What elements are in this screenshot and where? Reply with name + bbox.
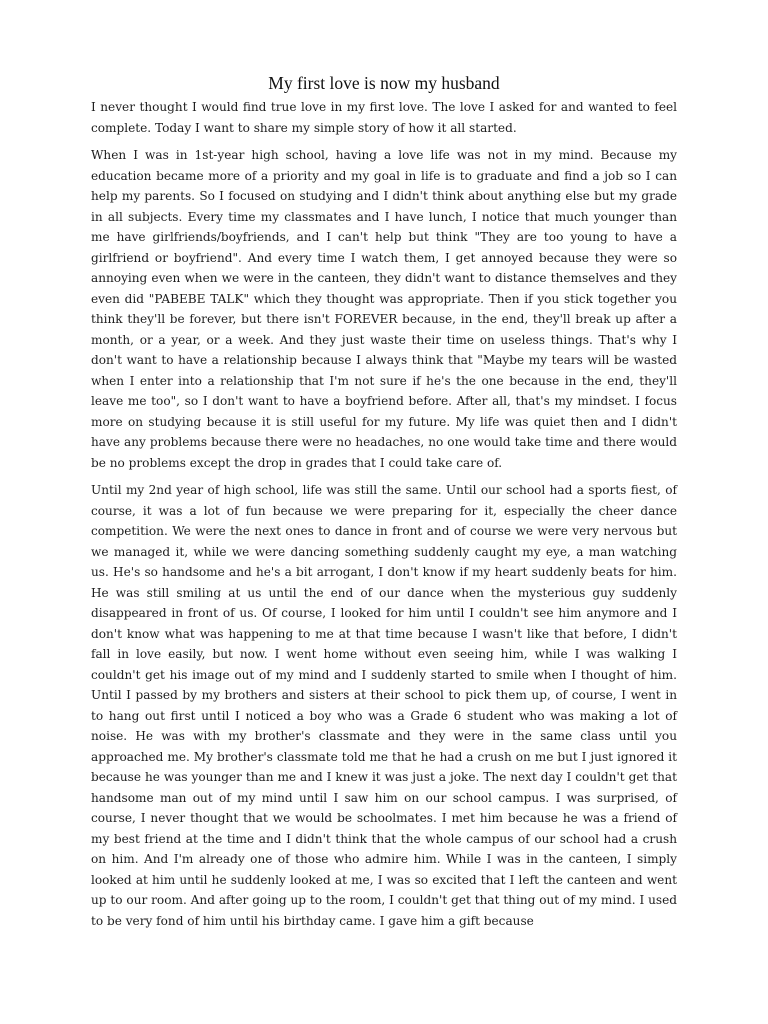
document-page	[91, 72, 677, 938]
paragraph-first-year: When I was in 1st-year high school, having a love life was not in my mind. Because my education became more of a priority and my goal in life is to graduate and find a job so I can help my parents. So I focused on studying and I didn't think about anything else but my grade in all subjects. Every time my classmates and I have lunch, I notice that much younger than me have girlfriends/boyfriends, and I can't help but think "They are too young to have a girlfriend or boyfriend". And every time I watch them, I get annoyed because they were so annoying even when we were in the canteen, they didn't want to distance themselves and they even did "PABEBE TALK" which they thought was appropriate. Then if you stick together you think they'll be forever, but there isn't FOREVER because, in the end, they'll break up after a month, or a year, or a week. And they just waste their time on useless things. That's why I don't want to have a relationship because I always think that "Maybe my tears will be wasted when I enter into a relationship that I'm not sure if he's the one because in the end, they'll leave me too", so I don't want to have a boyfriend before. After all, that's my mindset. I focus more on studying because it is still useful for my future. My life was quiet then and I didn't have any problems because there were no headaches, no one would take time and there would be no problems except the drop in grades that I could take care of.	[91, 148, 677, 470]
document-title: My first love is now my husband	[268, 73, 500, 93]
paragraph-second-year: Until my 2nd year of high school, life was still the same. Until our school had a sports fiest, of course, it was a lot of fun because we were preparing for it, especially the cheer dance competition. We were the next ones to dance in front and of course we were very nervous but we managed it, while we were dancing something suddenly caught my eye, a man watching us. He's so handsome and he's a bit arrogant, I don't know if my heart suddenly beats for him. He was still smiling at us until the end of our dance when the mysterious guy suddenly disappeared in front of us. Of course, I looked for him until I couldn't see him anymore and I don't know what was happening to me at that time because I wasn't like that before, I didn't fall in love easily, but now. I went home without even seeing him, while I was walking I couldn't get his image out of my mind and I suddenly started to smile when I thought of him. Until I passed by my brothers and sisters at their school to pick them up, of course, I went in to hang out first until I noticed a boy who was a Grade 6 student who was making a lot of noise. He was with my brother's classmate and they were in the same class until you approached me. My brother's classmate told me that he had a crush on me but I just ignored it because he was younger than me and I knew it was just a joke. The next day I couldn't get that handsome man out of my mind until I saw him on our school campus. I was surprised, of course, I never thought that we would be schoolmates. I met him because he was a friend of my best friend at the time and I didn't think that the whole campus of our school had a crush on him. And I'm already one of those who admire him. While I was in the canteen, I simply looked at him until he suddenly looked at me, I was so excited that I left the canteen and went up to our room. And after going up to the room, I couldn't get that thing out of my mind. I used to be very fond of him until his birthday came. I gave him a gift because	[91, 483, 677, 928]
paragraph-intro: I never thought I would find true love in my first love. The love I asked for and wanted to feel complete. Today I want to share my simple story of how it all started.	[91, 100, 677, 135]
